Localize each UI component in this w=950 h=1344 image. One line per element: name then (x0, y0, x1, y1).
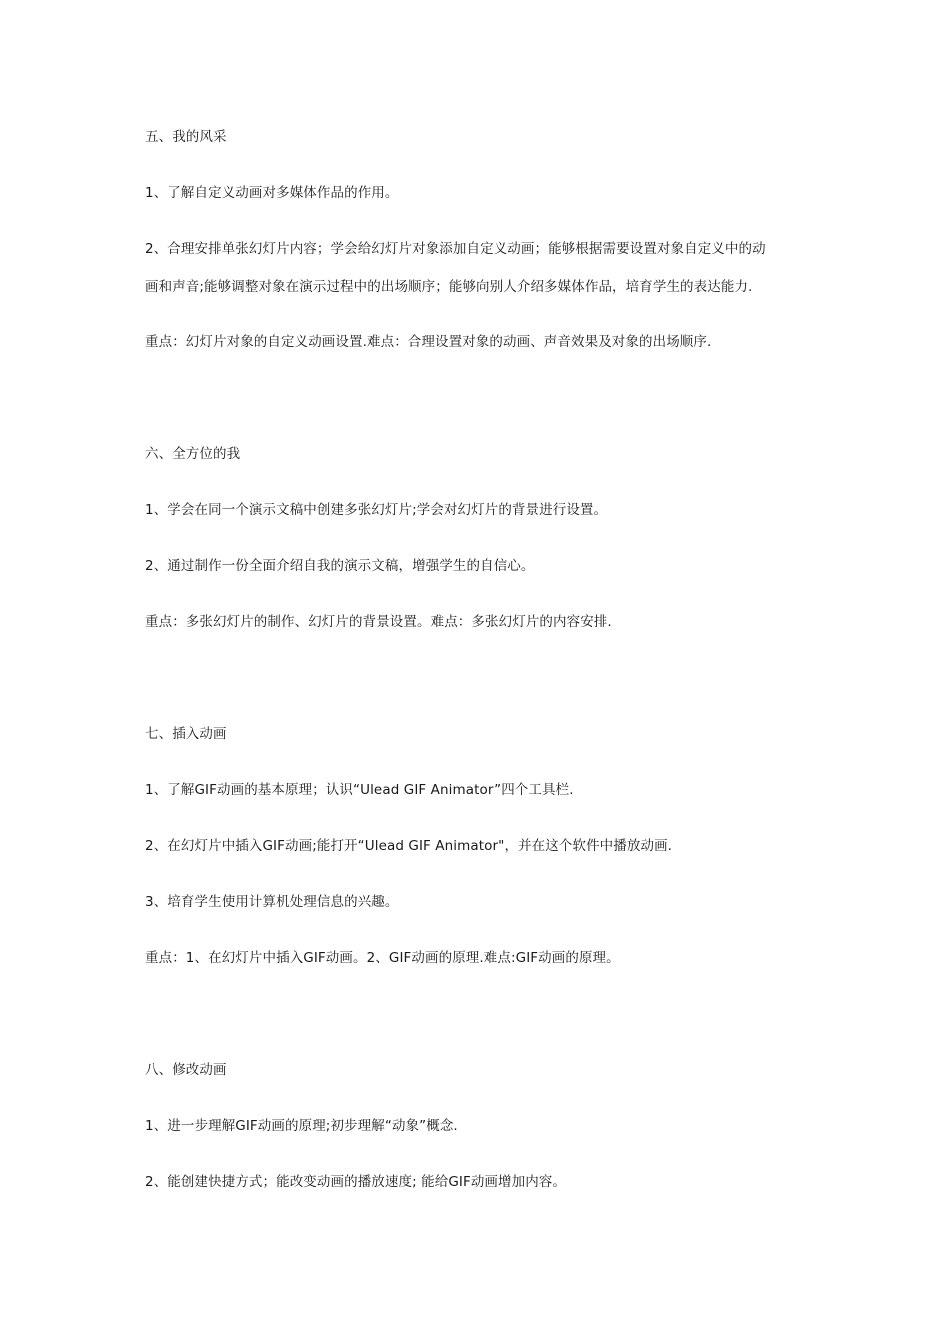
section-heading-8: 八、修改动画 (145, 1062, 227, 1078)
paragraph: 2、通过制作一份全面介绍自我的演示文稿，增强学生的自信心。 (145, 558, 535, 574)
paragraph: 2、在幻灯片中插入GIF动画;能打开“Ulead GIF Animator"，并在这个软件中播放动画. (145, 838, 673, 854)
paragraph: 3、培育学生使用计算机处理信息的兴趣。 (145, 894, 399, 910)
section-heading-5: 五、我的风采 (145, 129, 227, 145)
paragraph: 2、能创建快捷方式；能改变动画的播放速度; 能给GIF动画增加内容。 (145, 1174, 567, 1190)
section-heading-7: 七、插入动画 (145, 726, 227, 742)
paragraph: 画和声音;能够调整对象在演示过程中的出场顺序；能够向别人介绍多媒体作品，培育学生的表达能力. (145, 279, 753, 295)
key-points-paragraph: 重点：1、在幻灯片中插入GIF动画。2、GIF动画的原理.难点:GIF动画的原理。 (145, 950, 620, 966)
key-points-paragraph: 重点：幻灯片对象的自定义动画设置.难点：合理设置对象的动画、声音效果及对象的出场顺序. (145, 334, 712, 350)
paragraph: 1、进一步理解GIF动画的原理;初步理解“动象”概念. (145, 1118, 458, 1134)
paragraph: 1、了解自定义动画对多媒体作品的作用。 (145, 185, 399, 201)
paragraph: 2、合理安排单张幻灯片内容；学会给幻灯片对象添加自定义动画；能够根据需要设置对象自定义中的动 (145, 241, 766, 257)
paragraph: 1、学会在同一个演示文稿中创建多张幻灯片;学会对幻灯片的背景进行设置。 (145, 502, 608, 518)
key-points-paragraph: 重点：多张幻灯片的制作、幻灯片的背景设置。难点：多张幻灯片的内容安排. (145, 614, 612, 630)
paragraph: 1、了解GIF动画的基本原理；认识“Ulead GIF Animator”四个工具栏. (145, 782, 574, 798)
section-heading-6: 六、全方位的我 (145, 446, 241, 462)
